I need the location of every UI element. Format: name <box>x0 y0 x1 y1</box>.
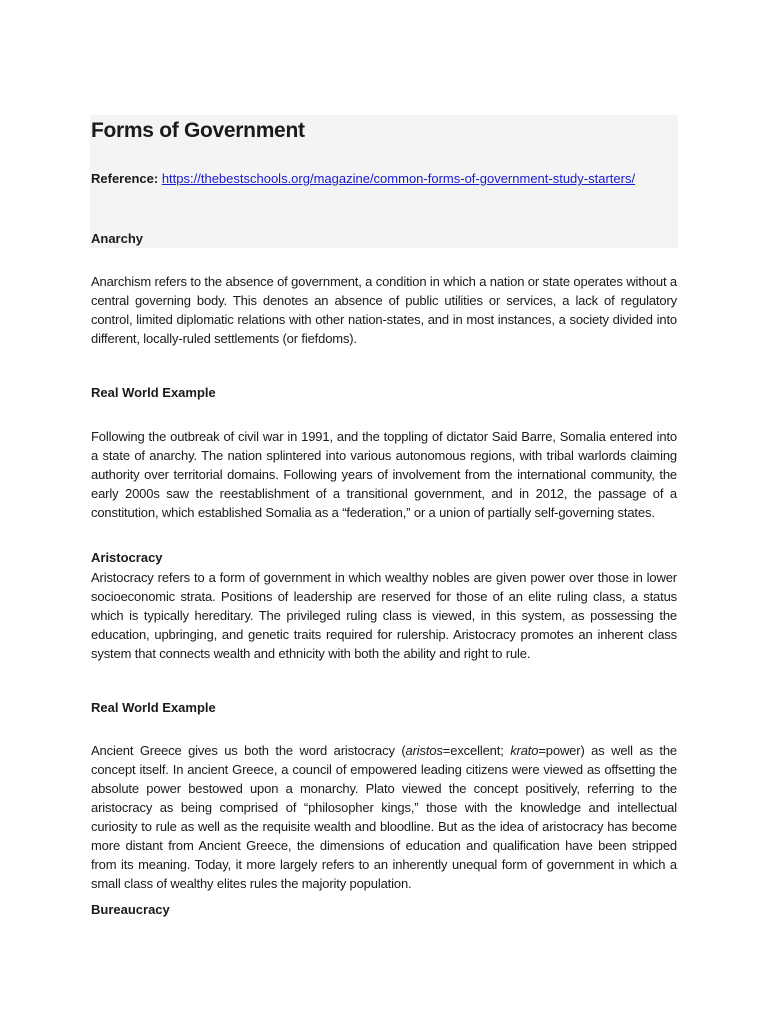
section-heading-aristocracy: Aristocracy <box>91 550 163 565</box>
heading-real-world-example-aristocracy: Real World Example <box>91 700 216 715</box>
term-aristos: aristos <box>405 743 443 758</box>
example-intro-text: Ancient Greece gives us both the word aristocracy ( <box>91 743 406 758</box>
paragraph-aristocracy: Aristocracy refers to a form of government in which wealthy nobles are given power over those in lower socioeconomic strata. Positions of leadership are reserved for those of an elite ruling class, a status which is typically hereditary. The privileged ruling class is viewed, in this system, as possessing the education, upbringing, and genetic traits required for rulership. Aristocracy promotes an inherent class system that connects wealth and ethnicity with both the ability and right to rule. <box>91 570 677 661</box>
paragraph-example-aristocracy <box>91 741 677 893</box>
reference-label: Reference: <box>91 171 159 186</box>
paragraph-example-anarchy: Following the outbreak of civil war in 1991, and the toppling of dictator Said Barre, Somalia entered into a state of anarchy. The nation splintered into various autonomous regions, with tribal warlords claiming authority over territorial domains. Following years of involvement from the international community, the early 2000s saw the reestablishment of a transitional government, and in 2012, the passage of a constitution, which established Somalia as a “federation,” or a union of partially self-governing states. <box>91 429 677 520</box>
section-heading-bureaucracy: Bureaucracy <box>91 902 170 917</box>
heading-real-world-example-anarchy: Real World Example <box>91 385 216 400</box>
definition-aristos: =excellent; <box>442 743 511 758</box>
example-rest-text: In ancient Greece, a council of empowered leading citizens were viewed as offsetting the absolute power bestowed upon a monarchy. Plato viewed the concept positively, referring to the aristocracy as being comprised of “philosopher kings,” those with the knowledge and intellectual curiosity to rule as well as the requisite wealth and bloodline. But as the idea of aristocracy has become more distant from Ancient Greece, the dimensions of education and qualification have been stripped from its meaning. Today, it more largely refers to an inherently unequal form of government in which a small class of wealthy elites rules the majority population. <box>91 762 677 891</box>
page-title: Forms of Government <box>91 119 305 142</box>
reference-line <box>91 171 635 186</box>
reference-link[interactable]: https://thebestschools.org/magazine/common-forms-of-government-study-starters/ <box>161 171 636 186</box>
paragraph-anarchy: Anarchism refers to the absence of government, a condition in which a nation or state operates without a central governing body. This denotes an absence of public utilities or services, a lack of regulatory control, limited diplomatic relations with other nation-states, and in most instances, a society divided into different, locally-ruled settlements (or fiefdoms). <box>91 274 677 346</box>
term-krato: krato <box>510 743 539 758</box>
section-heading-anarchy: Anarchy <box>91 231 144 246</box>
definition-krato: =power) as well as the concept itself. <box>91 743 677 777</box>
